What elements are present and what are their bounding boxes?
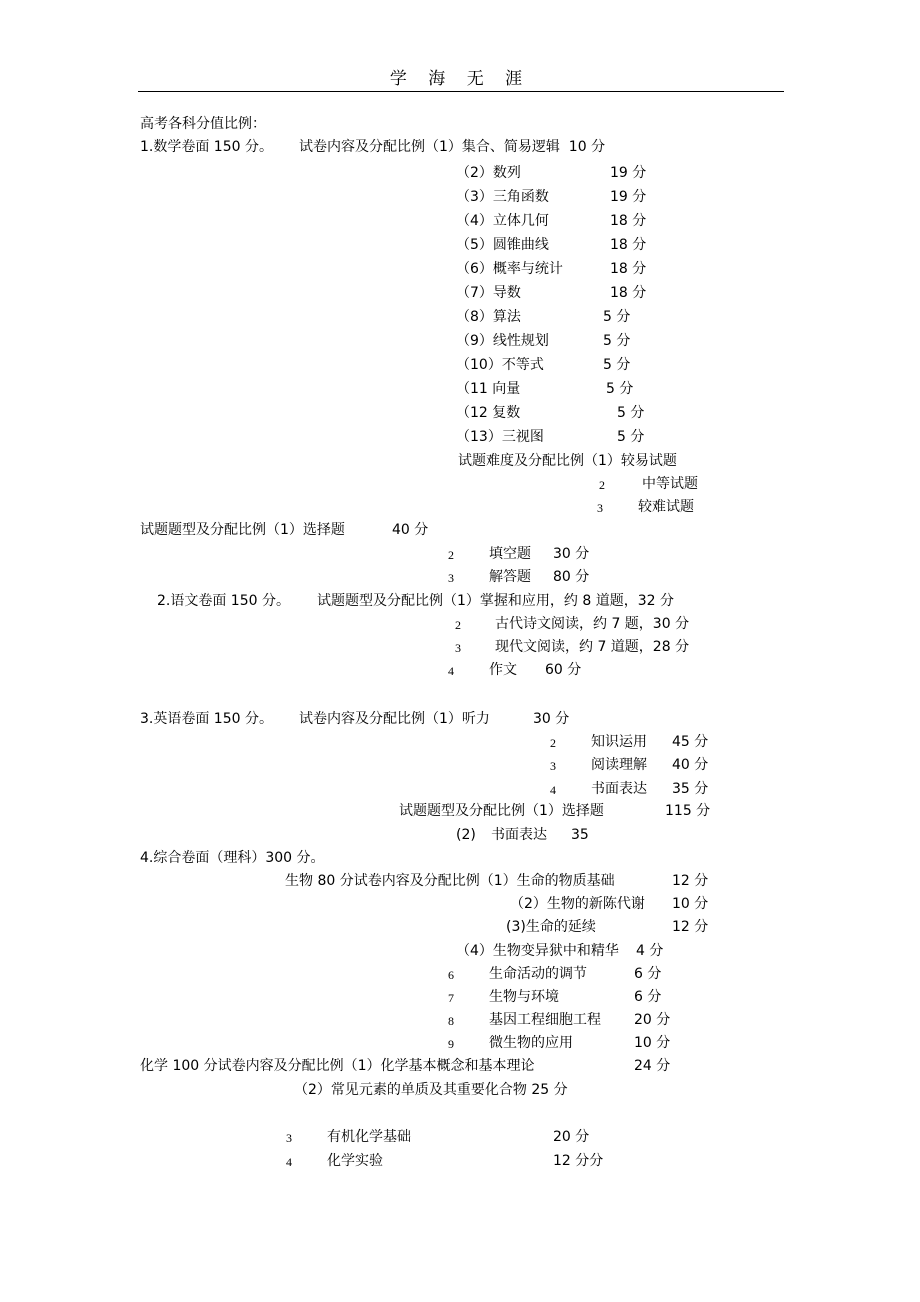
text-line: 有机化学基础 bbox=[327, 1129, 411, 1145]
text-line: （2）数列 bbox=[456, 165, 521, 181]
text-line: （13）三视图 bbox=[456, 429, 544, 445]
score-value: 19 分 bbox=[610, 189, 647, 205]
score-value: 40 分 bbox=[392, 522, 429, 538]
item-number: 2 bbox=[599, 478, 605, 492]
score-value: 115 分 bbox=[665, 803, 711, 819]
section-chinese-heading: 2.语文卷面 150 分。 bbox=[157, 593, 290, 609]
score-value: 5 分 bbox=[603, 333, 631, 349]
page-header-title: 学 海 无 涯 bbox=[389, 69, 531, 89]
text-line: 中等试题 bbox=[642, 476, 698, 492]
score-value: 60 分 bbox=[545, 662, 582, 678]
item-number: 4 bbox=[550, 783, 556, 797]
item-number: 7 bbox=[448, 991, 454, 1005]
text-line: 书面表达 bbox=[591, 781, 647, 797]
text-line: （3）三角函数 bbox=[456, 189, 549, 205]
text-line: （4）立体几何 bbox=[456, 213, 549, 229]
score-value: 10 分 bbox=[672, 896, 709, 912]
item-number: 3 bbox=[286, 1131, 292, 1145]
header-rule bbox=[138, 91, 784, 92]
text-line: 试卷内容及分配比例（1）集合、简易逻辑 10 分 bbox=[299, 139, 606, 155]
item-number: 4 bbox=[286, 1155, 292, 1169]
score-value: 5 分 bbox=[603, 309, 631, 325]
text-line: 书面表达 bbox=[491, 827, 547, 843]
item-number: 8 bbox=[448, 1014, 454, 1028]
text-line: （2）常见元素的单质及其重要化合物 25 分 bbox=[294, 1082, 568, 1098]
score-value: 5 分 bbox=[606, 381, 634, 397]
text-line: 基因工程细胞工程 bbox=[489, 1012, 601, 1028]
text-line: 试题题型及分配比例（1）选择题 bbox=[140, 522, 345, 538]
text-line: 较难试题 bbox=[638, 499, 694, 515]
score-value: 24 分 bbox=[634, 1058, 671, 1074]
item-number: (2) bbox=[456, 827, 476, 843]
score-value: 12 分分 bbox=[553, 1153, 604, 1169]
text-line: 微生物的应用 bbox=[489, 1035, 573, 1051]
score-value: 35 bbox=[571, 827, 589, 843]
score-value: 18 分 bbox=[610, 285, 647, 301]
doc-title: 高考各科分值比例： bbox=[140, 116, 266, 132]
score-value: 18 分 bbox=[610, 261, 647, 277]
section-math-heading: 1.数学卷面 150 分。 bbox=[140, 139, 273, 155]
text-line: 知识运用 bbox=[591, 734, 647, 750]
text-line: 现代文阅读，约 7 道题，28 分 bbox=[495, 639, 690, 655]
score-value: 45 分 bbox=[672, 734, 709, 750]
text-line: 试题难度及分配比例（1）较易试题 bbox=[458, 453, 677, 469]
text-line: 试题题型及分配比例（1）掌握和应用，约 8 道题，32 分 bbox=[317, 593, 674, 609]
score-value: 6 分 bbox=[634, 966, 662, 982]
text-line: 化学 100 分试卷内容及分配比例（1）化学基本概念和基本理论 bbox=[140, 1058, 535, 1074]
text-line: （6）概率与统计 bbox=[456, 261, 563, 277]
text-line: （10）不等式 bbox=[456, 357, 544, 373]
text-line: 试题题型及分配比例（1）选择题 bbox=[399, 803, 604, 819]
score-value: 6 分 bbox=[634, 989, 662, 1005]
section-english-heading: 3.英语卷面 150 分。 bbox=[140, 711, 273, 727]
score-value: 20 分 bbox=[634, 1012, 671, 1028]
item-number: 2 bbox=[448, 548, 454, 562]
score-value: 30 分 bbox=[553, 546, 590, 562]
text-line: （8）算法 bbox=[456, 309, 521, 325]
item-number: 4 bbox=[448, 664, 454, 678]
text-line: 生物 80 分试卷内容及分配比例（1）生命的物质基础 bbox=[285, 873, 615, 889]
score-value: 18 分 bbox=[610, 237, 647, 253]
text-line: （11 向量 bbox=[456, 381, 521, 397]
score-value: 4 分 bbox=[636, 943, 664, 959]
score-value: 10 分 bbox=[634, 1035, 671, 1051]
score-value: 30 分 bbox=[533, 711, 570, 727]
text-line: 作文 bbox=[489, 662, 517, 678]
item-number: 3 bbox=[455, 641, 461, 655]
text-line: （4）生物变异狱中和精华 bbox=[456, 943, 619, 959]
text-line: （9）线性规划 bbox=[456, 333, 549, 349]
text-line: 化学实验 bbox=[327, 1153, 383, 1169]
item-number: 3 bbox=[550, 759, 556, 773]
item-number: 6 bbox=[448, 968, 454, 982]
score-value: 12 分 bbox=[672, 919, 709, 935]
text-line: （7）导数 bbox=[456, 285, 521, 301]
text-line: （12 复数 bbox=[456, 405, 521, 421]
score-value: 80 分 bbox=[553, 569, 590, 585]
score-value: 12 分 bbox=[672, 873, 709, 889]
item-number: 2 bbox=[455, 618, 461, 632]
text-line: 试卷内容及分配比例（1）听力 bbox=[299, 711, 490, 727]
score-value: 5 分 bbox=[617, 429, 645, 445]
score-value: 35 分 bbox=[672, 781, 709, 797]
text-line: 生命活动的调节 bbox=[489, 966, 587, 982]
score-value: 40 分 bbox=[672, 757, 709, 773]
text-line: （5）圆锥曲线 bbox=[456, 237, 549, 253]
score-value: 5 分 bbox=[617, 405, 645, 421]
text-line: 阅读理解 bbox=[591, 757, 647, 773]
score-value: 18 分 bbox=[610, 213, 647, 229]
item-number: 3 bbox=[448, 571, 454, 585]
item-number: 3 bbox=[597, 501, 603, 515]
score-value: 5 分 bbox=[603, 357, 631, 373]
text-line: 生物与环境 bbox=[489, 989, 559, 1005]
item-number: 2 bbox=[550, 736, 556, 750]
text-line: （2）生物的新陈代谢 bbox=[510, 896, 645, 912]
text-line: 古代诗文阅读，约 7 题，30 分 bbox=[495, 616, 690, 632]
text-line: 填空题 bbox=[489, 546, 531, 562]
item-number: 9 bbox=[448, 1037, 454, 1051]
score-value: 20 分 bbox=[553, 1129, 590, 1145]
section-science-heading: 4.综合卷面（理科）300 分。 bbox=[140, 850, 325, 866]
score-value: 19 分 bbox=[610, 165, 647, 181]
text-line: 解答题 bbox=[489, 569, 531, 585]
text-line: (3)生命的延续 bbox=[506, 919, 596, 935]
